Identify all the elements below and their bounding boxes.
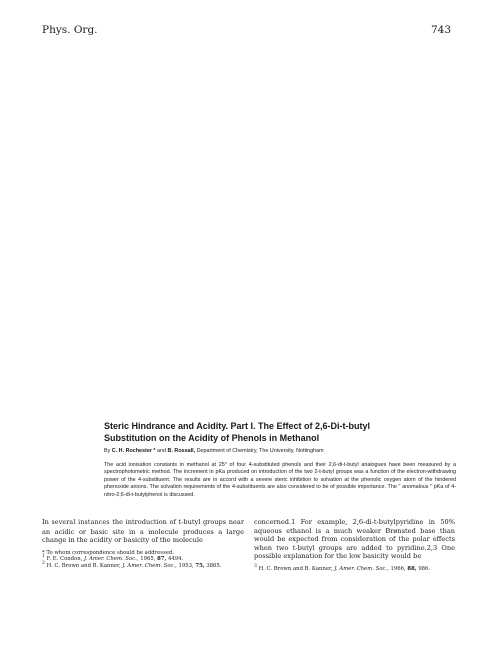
fn3-authors: H. C. Brown and B. Kanner, <box>258 565 333 572</box>
fn1-volume: 87, <box>157 556 167 563</box>
lead-in: several instances <box>51 519 110 526</box>
author-1: C. H. Rochester * <box>111 448 156 454</box>
left-body-text <box>42 518 244 545</box>
article-title <box>104 420 454 444</box>
fn2-volume: 75, <box>195 562 205 569</box>
title-line-1: Steric Hindrance and Acidity. Part I. The Effect of 2,6-Di-t-butyl <box>104 421 371 431</box>
fn2-year: 1953, <box>178 562 194 569</box>
footnote-2: $^2$ H. C. Brown and B. Kanner, J. Amer. Chem. Soc., 1953, 75, 3865. <box>42 560 222 569</box>
footnote-3: $^3$ H. C. Brown and B. Kanner, J. Amer. Chem. Soc., 1966, 88, 986. <box>254 564 431 572</box>
byline-and: and <box>157 448 167 454</box>
journal-running-head: Phys. Org. <box>42 24 98 36</box>
fn1-journal: J. Amer. Chem. Soc., <box>84 556 139 563</box>
fn3-page: 986. <box>418 565 431 572</box>
byline <box>104 447 454 455</box>
fn3-journal: J. Amer. Chem. Soc., <box>334 565 389 572</box>
author-2: B. Rossall, <box>167 448 196 454</box>
fn2-authors: H. C. Brown and B. Kanner, <box>46 562 121 569</box>
byline-prefix: By <box>104 448 111 454</box>
dropcap: In <box>42 518 49 526</box>
abstract: The acid ionisation constants in methanol at 25° of four 4-substituted phenols and their 2,6-di-t-butyl analogues have been measured by a spectrophotometric method. The increment in pKa produced on introduction of the two 2-t-butyl groups was a function of the electron-withdrawing power of the 4-substituent. The results are in accord with a severe steric inhibition to solvation at the phenolic oxygen atom of the hindered phenoxide anions. The solvation requirements of the 4-substituents are also considered to be of possible importance. The " anomalous " pKa of 4-nitro-2,6-di-t-butylphenol is discussed. <box>104 462 456 498</box>
fn3-volume: 88, <box>407 565 417 572</box>
fn2-page: 3865. <box>206 562 222 569</box>
fn1-authors: F. E. Condon, <box>46 556 83 563</box>
footnote-star: * To whom correspondence should be addressed. <box>42 549 174 556</box>
fn3-year: 1966, <box>390 565 406 572</box>
left-paragraph: the introduction of t-butyl groups near an acidic or basic site in a molecule produces a large change in the acidity or basicity of the molecule <box>42 518 244 545</box>
left-column <box>42 518 244 569</box>
fn1-page: 4494. <box>168 556 184 563</box>
right-column <box>254 518 455 572</box>
fn1-year: 1965, <box>140 556 156 563</box>
footnote-1: $^1$ F. E. Condon, J. Amer. Chem. Soc., 1965, 87, 4494. <box>42 554 184 563</box>
right-body-text: concerned.1 For example, 2,6-di-t-butylpyridine in 50% aqueous ethanol is a much weaker Brønsted base than would be expected from consideration of the polar effects when two t-butyl groups are added to pyridine.2,3 One possible explanation for the low basicity would be <box>254 518 455 561</box>
page-number: 743 <box>430 24 451 36</box>
fn2-journal: J. Amer. Chem. Soc., <box>122 562 177 569</box>
title-line-2: Substitution on the Acidity of Phenols in Methanol <box>104 433 320 443</box>
affiliation: Department of Chemistry, The University, Nottingham <box>196 448 324 454</box>
